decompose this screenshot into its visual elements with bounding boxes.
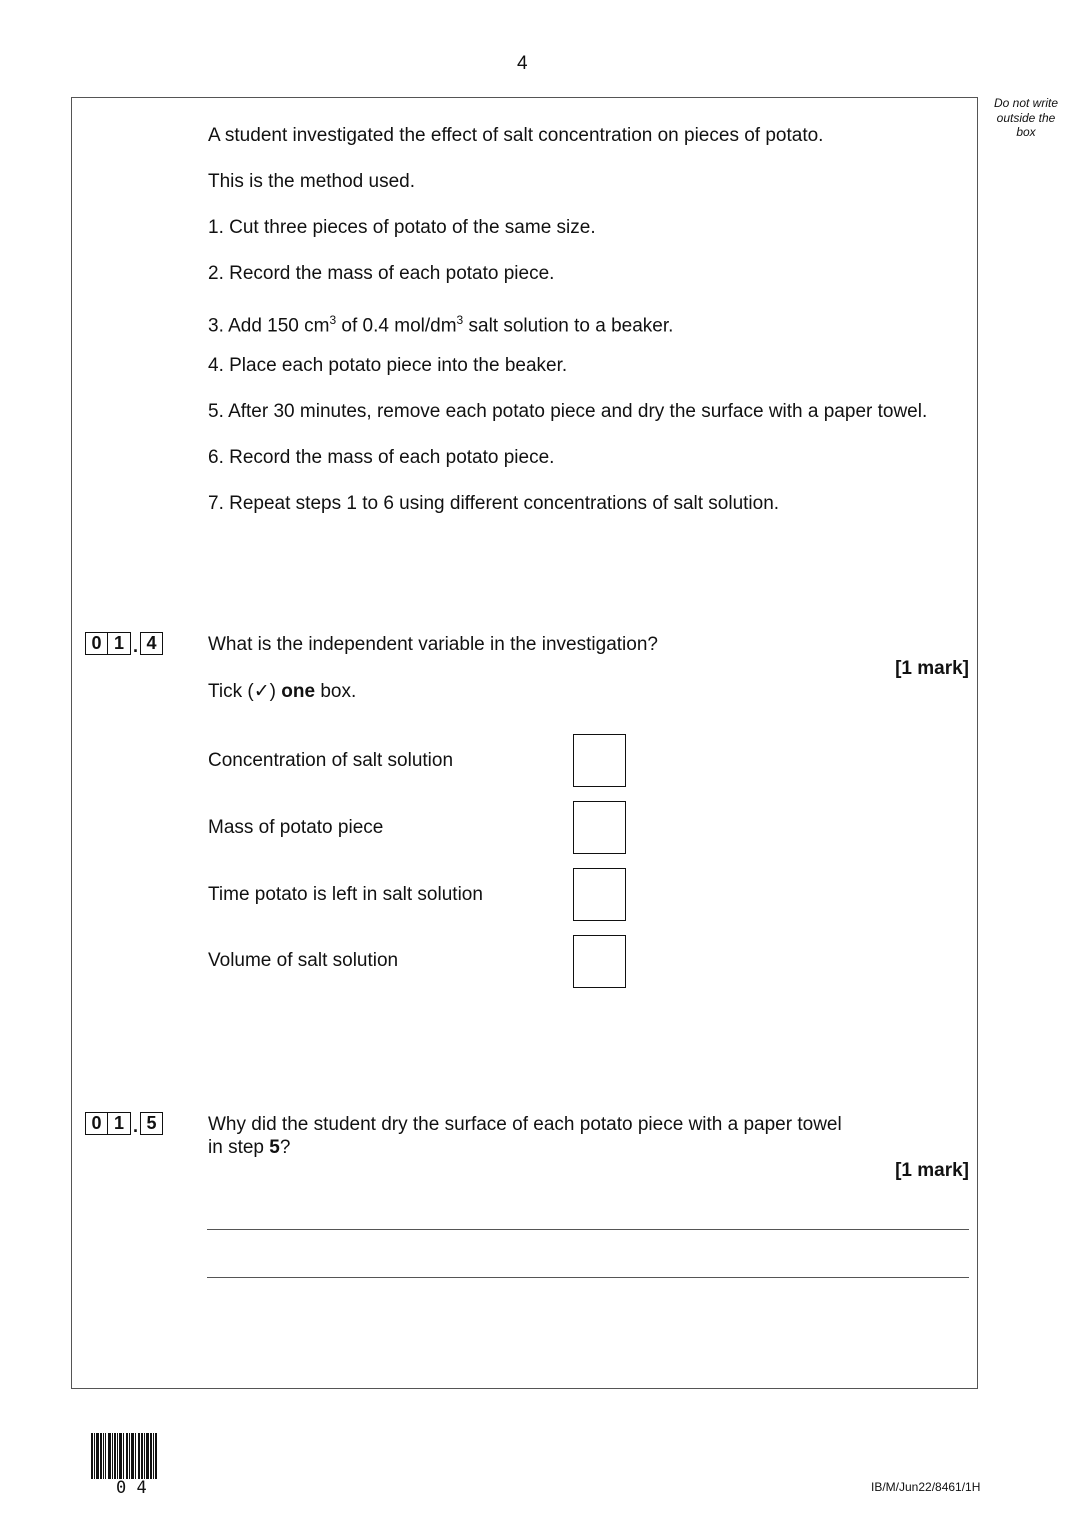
margin-note-line: outside the — [996, 110, 1056, 125]
answer-line[interactable] — [207, 1229, 969, 1230]
marks-label: [1 mark] — [895, 658, 969, 679]
question-number-01-5 — [85, 1112, 163, 1135]
option-checkbox[interactable] — [573, 868, 626, 921]
method-heading: This is the method used. — [208, 171, 415, 192]
margin-note-line: box — [1016, 125, 1036, 139]
digit-box: 1 — [108, 632, 131, 655]
question-text-part: in step — [208, 1137, 270, 1158]
option-label: Time potato is left in salt solution — [208, 884, 483, 905]
method-step: 6. Record the mass of each potato piece. — [208, 447, 555, 468]
option-checkbox[interactable] — [573, 801, 626, 854]
option-label: Mass of potato piece — [208, 817, 384, 838]
barcode-bar — [155, 1433, 157, 1479]
answer-line[interactable] — [207, 1277, 969, 1278]
step-text: salt solution to a beaker. — [463, 315, 674, 337]
superscript: 3 — [456, 313, 464, 327]
option-label: Volume of salt solution — [208, 950, 399, 971]
dot: . — [132, 636, 138, 656]
question-text: Why did the student dry the surface of each potato piece with a paper towel — [208, 1114, 842, 1135]
footer-code: IB/M/Jun22/8461/1H — [871, 1480, 981, 1494]
method-step: 7. Repeat steps 1 to 6 using different concentrations of salt solution. — [208, 493, 780, 514]
digit-box: 4 — [140, 632, 163, 655]
answer-frame — [71, 97, 978, 1389]
barcode-text: 0 4 — [116, 1478, 147, 1498]
question-number-01-4 — [85, 632, 163, 655]
method-step: 1. Cut three pieces of potato of the same size. — [208, 217, 596, 238]
question-text: What is the independent variable in the investigation? — [208, 634, 658, 655]
intro-text: A student investigated the effect of salt concentration on pieces of potato. — [208, 125, 824, 146]
digit-box: 1 — [108, 1112, 131, 1135]
question-text-emphasis: 5 — [269, 1137, 280, 1158]
superscript: 3 — [329, 313, 337, 327]
digit-box: 0 — [85, 632, 108, 655]
method-step: 4. Place each potato piece into the beaker. — [208, 355, 568, 376]
page-number: 4 — [517, 53, 528, 74]
digit-box: 5 — [140, 1112, 163, 1135]
step-text: of 0.4 mol/dm — [336, 315, 457, 337]
method-step: 5. After 30 minutes, remove each potato piece and dry the surface with a paper towel. — [208, 401, 928, 422]
option-checkbox[interactable] — [573, 734, 626, 787]
instruction-text: box. — [315, 681, 357, 702]
question-text — [208, 1137, 290, 1159]
step-text: 3. Add 150 cm — [208, 315, 330, 337]
option-label: Concentration of salt solution — [208, 750, 454, 771]
dot: . — [132, 1116, 138, 1136]
question-text-part: ? — [279, 1137, 291, 1158]
tick-instruction — [208, 681, 356, 703]
instruction-emphasis: one — [281, 681, 316, 702]
method-step — [208, 309, 673, 337]
marks-label: [1 mark] — [895, 1160, 969, 1181]
margin-note-line: Do not write — [993, 96, 1059, 110]
digit-box: 0 — [85, 1112, 108, 1135]
instruction-text: Tick (✓) — [208, 681, 282, 702]
margin-note — [985, 96, 1067, 140]
option-checkbox[interactable] — [573, 935, 626, 988]
method-step: 2. Record the mass of each potato piece. — [208, 263, 555, 284]
barcode — [91, 1433, 157, 1479]
